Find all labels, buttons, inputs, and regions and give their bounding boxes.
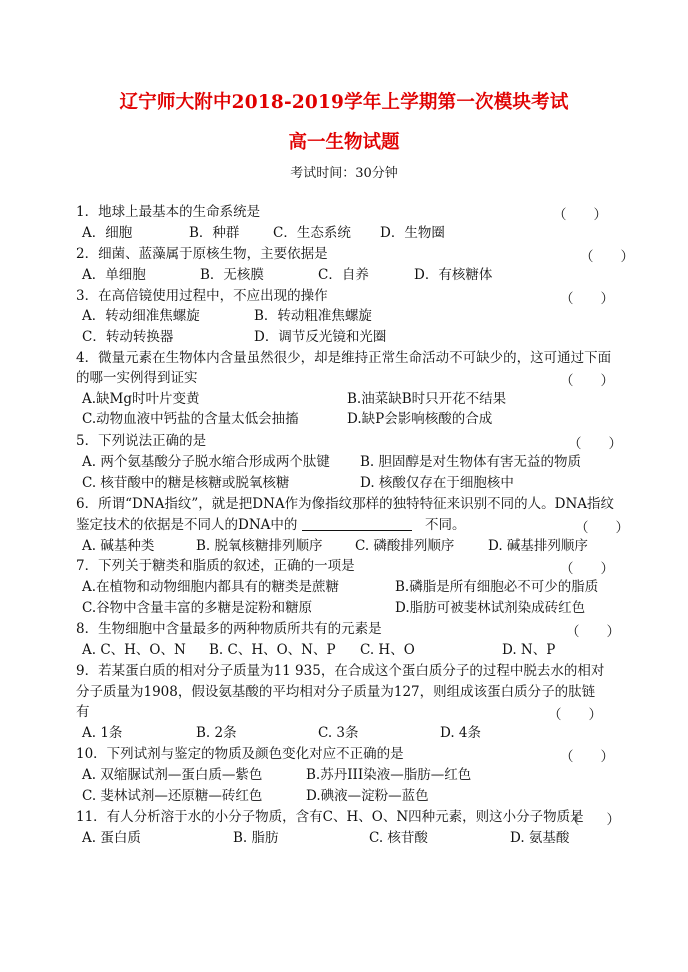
exam-time: 考试时间：30分钟 (290, 166, 398, 181)
question-stem: 8．生物细胞中含量最多的两种物质所共有的元素是 (76, 621, 382, 637)
fill-in-blank (302, 516, 412, 531)
question-stem: 3．在高倍镜使用过程中，不应出现的操作 (76, 288, 328, 304)
option-d: D．有核糖体 (414, 267, 493, 283)
option-d: D.脂肪可被斐林试剂染成砖红色 (395, 600, 586, 616)
exam-subtitle: 高一生物试题 (288, 132, 400, 153)
option-a: A．转动细准焦螺旋 (82, 308, 200, 324)
option-a: A. C、H、O、N (82, 642, 186, 658)
option-a: A.缺Mg时叶片变黄 (82, 391, 200, 407)
option-a: A.在植物和动物细胞内都具有的糖类是蔗糖 (82, 579, 340, 595)
question-stem: 9．若某蛋白质的相对分子质量为11 935，在合成这个蛋白质分子的过程中脱去水的相对 (76, 663, 605, 679)
answer-paren: （ ） (560, 749, 614, 765)
option-d: D. 氨基酸 (510, 830, 570, 846)
option-c: C.动物血液中钙盐的含量太低会抽搐 (82, 411, 299, 427)
question-stem: 1．地球上最基本的生命系统是 (76, 204, 261, 220)
answer-paren: （ ） (566, 624, 620, 640)
option-c: C. 磷酸排列顺序 (355, 538, 455, 554)
question-stem: 11．有人分析溶于水的小分子物质，含有C、H、O、N四种元素，则这小分子物质是 (76, 809, 584, 825)
option-c: C. 斐林试剂—还原糖—砖红色 (82, 788, 263, 804)
question-stem-cont: 鉴定技术的依据是不同人的DNA中的 (76, 517, 298, 533)
question-stem: 2．细菌、蓝藻属于原核生物，主要依据是 (76, 246, 328, 262)
question-stem-cont: 分子质量为1908，假设氨基酸的平均相对分子质量为127，则组成该蛋白质分子的肽链 (76, 684, 596, 700)
option-a: A. 两个氨基酸分子脱水缩合形成两个肽键 (82, 454, 330, 470)
option-c: C．自养 (318, 267, 369, 283)
option-a: A. 碱基种类 (82, 538, 155, 554)
exam-title: 辽宁师大附中2018-2019学年上学期第一次模块考试 (119, 92, 569, 113)
answer-paren: （ ） (568, 436, 622, 452)
option-c: C. 核苷酸中的糖是核糖或脱氧核糖 (82, 475, 290, 491)
option-c: C．转动转换器 (82, 329, 174, 345)
option-c: C. 核苷酸 (369, 830, 428, 846)
question-stem-tail: 不同。 (425, 517, 466, 533)
answer-paren: （ ） (560, 373, 614, 389)
option-a: A．细胞 (82, 225, 133, 241)
option-d: D．调节反光镜和光圈 (254, 329, 387, 345)
option-d: D．生物圈 (380, 225, 445, 241)
option-c: C. 3条 (318, 725, 359, 741)
answer-paren: （ ） (580, 249, 634, 265)
answer-paren: （ ） (553, 207, 607, 223)
option-d: D.碘液—淀粉—蓝色 (306, 788, 429, 804)
option-d: D. N、P (502, 642, 556, 658)
option-c: C．生态系统 (273, 225, 351, 241)
answer-paren: （ ） (560, 291, 614, 307)
answer-paren: （ ） (575, 520, 629, 536)
question-stem: 4．微量元素在生物体内含量虽然很少，却是维持正常生命活动不可缺少的，这可通过下面 (76, 350, 612, 366)
option-d: D. 碱基排列顺序 (488, 538, 588, 554)
option-b: B.苏丹III染液—脂肪—红色 (306, 767, 472, 783)
option-b: B. 脱氧核糖排列顺序 (196, 538, 323, 554)
option-c: C.谷物中含量丰富的多糖是淀粉和糖原 (82, 600, 313, 616)
option-b: B. 胆固醇是对生物体有害无益的物质 (360, 454, 582, 470)
option-d: D. 核酸仅存在于细胞核中 (360, 475, 514, 491)
option-b: B．种群 (189, 225, 240, 241)
option-d: D.缺P会影响核酸的合成 (347, 411, 493, 427)
option-b: B. 2条 (196, 725, 237, 741)
option-b: B.磷脂是所有细胞必不可少的脂质 (395, 579, 599, 595)
question-stem: 10．下列试剂与鉴定的物质及颜色变化对应不正确的是 (76, 746, 404, 762)
question-stem: 6．所谓“DNA指纹”，就是把DNA作为像指纹那样的独特特征来识别不同的人。DNA指纹 (76, 496, 615, 512)
option-a: A．单细胞 (82, 267, 146, 283)
question-stem: 5．下列说法正确的是 (76, 433, 207, 449)
option-b: B. 脂肪 (233, 830, 279, 846)
question-stem-tail: 有 (76, 704, 90, 720)
option-c: C. H、O (360, 642, 415, 658)
option-b: B.油菜缺B时只开花不结果 (347, 391, 507, 407)
option-a: A. 蛋白质 (82, 830, 141, 846)
option-d: D. 4条 (440, 725, 482, 741)
answer-paren: （ ） (560, 561, 614, 577)
option-a: A. 双缩脲试剂—蛋白质—紫色 (82, 767, 263, 783)
option-b: B. C、H、O、N、P (209, 642, 336, 658)
answer-paren: （ ） (566, 812, 620, 828)
option-a: A. 1条 (82, 725, 123, 741)
question-stem-cont: 的哪一实例得到证实 (76, 370, 198, 386)
option-b: B．无核膜 (200, 267, 264, 283)
option-b: B．转动粗准焦螺旋 (254, 308, 372, 324)
answer-paren: （ ） (548, 707, 602, 723)
question-stem: 7．下列关于糖类和脂质的叙述，正确的一项是 (76, 558, 355, 574)
